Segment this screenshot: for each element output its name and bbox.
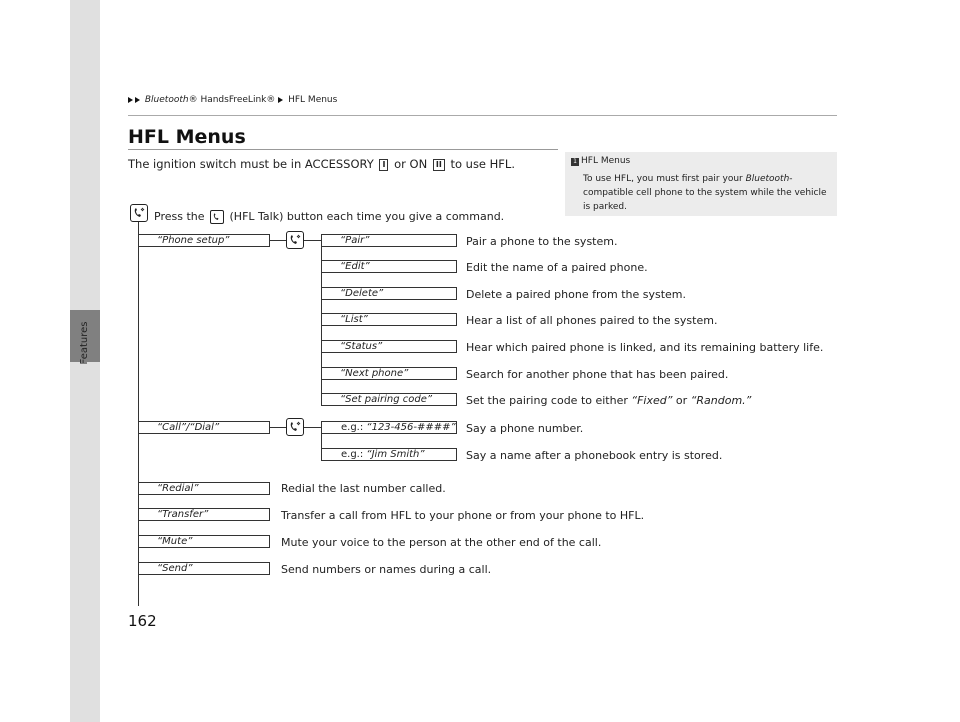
note-tag-icon: 1 (571, 158, 579, 166)
desc-spc-or: or (672, 394, 691, 407)
cmd-call-dial (138, 421, 270, 434)
cmd-status-label: “Status” (340, 341, 383, 352)
page-number: 162 (128, 612, 157, 630)
key-accessory: I (379, 159, 388, 171)
breadcrumb (128, 95, 337, 105)
press-instruction (154, 210, 504, 224)
breadcrumb-part1-suffix: ® HandsFreeLink® (188, 95, 276, 105)
desc-send: Send numbers or names during a call. (281, 563, 492, 576)
page-title: HFL Menus (128, 126, 246, 148)
cmd-pair (321, 234, 457, 247)
intro-after: to use HFL. (450, 157, 515, 171)
cmd-status (321, 340, 457, 353)
cmd-set-pairing-code (321, 393, 457, 406)
cmd-next-phone (321, 367, 457, 380)
cmd-transfer-label: “Transfer” (157, 509, 209, 520)
cmd-mute (138, 535, 270, 548)
note-heading-text: HFL Menus (581, 156, 631, 166)
cmd-next-phone-label: “Next phone” (340, 368, 409, 379)
desc-edit: Edit the name of a paired phone. (466, 261, 648, 274)
desc-eg-number: Say a phone number. (466, 422, 584, 435)
cmd-eg-name-prefix: e.g.: (341, 449, 367, 460)
note-text-after: -compatible cell phone to the system while the vehicle is parked. (583, 174, 827, 212)
cmd-redial-label: “Redial” (157, 483, 199, 494)
cmd-eg-name-label: “Jim Smith” (366, 449, 425, 460)
desc-next-phone: Search for another phone that has been paired. (466, 368, 729, 381)
title-rule (128, 149, 558, 150)
cmd-delete-label: “Delete” (340, 288, 384, 299)
desc-delete: Delete a paired phone from the system. (466, 288, 687, 301)
breadcrumb-arrow-icon (135, 97, 140, 103)
breadcrumb-arrow-icon (278, 97, 283, 103)
cmd-list-label: “List” (340, 314, 368, 325)
hfl-talk-inline-icon (210, 210, 224, 224)
breadcrumb-part2: HFL Menus (288, 95, 338, 105)
desc-spc-before: Set the pairing code to either (466, 394, 632, 407)
breadcrumb-part1: Bluetooth (144, 95, 189, 105)
hfl-talk-icon (130, 204, 148, 222)
cmd-eg-number-label: “123-456-####” (366, 422, 456, 433)
hfl-talk-icon (286, 418, 304, 436)
cmd-mute-label: “Mute” (157, 536, 193, 547)
connector-line (270, 427, 286, 428)
cmd-transfer (138, 508, 270, 521)
cmd-eg-number-prefix: e.g.: (341, 422, 367, 433)
side-tab-label: Features (79, 321, 90, 365)
cmd-edit-label: “Edit” (340, 261, 370, 272)
desc-eg-name: Say a name after a phonebook entry is stored. (466, 449, 723, 462)
cmd-send-label: “Send” (157, 563, 193, 574)
intro-text (128, 157, 515, 171)
key-on: II (433, 159, 445, 171)
cmd-list (321, 313, 457, 326)
connector-line (304, 427, 322, 428)
desc-transfer: Transfer a call from HFL to your phone or from your phone to HFL. (281, 509, 645, 522)
note-heading (571, 156, 630, 166)
desc-set-pairing-code (466, 394, 751, 407)
cmd-phone-setup-label: “Phone setup” (157, 235, 230, 246)
desc-mute: Mute your voice to the person at the other end of the call. (281, 536, 602, 549)
hfl-talk-icon (286, 231, 304, 249)
breadcrumb-arrow-icon (128, 97, 133, 103)
header-rule (128, 115, 837, 116)
desc-list: Hear a list of all phones paired to the system. (466, 314, 718, 327)
desc-status: Hear which paired phone is linked, and its remaining battery life. (466, 341, 824, 354)
intro-before: The ignition switch must be in ACCESSORY (128, 157, 374, 171)
cmd-eg-number (321, 421, 457, 434)
intro-middle: or ON (394, 157, 428, 171)
cmd-call-dial-label: “Call”/“Dial” (157, 422, 220, 433)
cmd-edit (321, 260, 457, 273)
desc-pair: Pair a phone to the system. (466, 235, 618, 248)
cmd-delete (321, 287, 457, 300)
note-text-before: To use HFL, you must first pair your (583, 174, 746, 184)
note-text-italic: Bluetooth (745, 174, 790, 184)
cmd-send (138, 562, 270, 575)
cmd-phone-setup (138, 234, 270, 247)
connector-line (304, 240, 322, 241)
cmd-redial (138, 482, 270, 495)
desc-spc-random: “Random.” (690, 394, 752, 407)
connector-line (270, 240, 286, 241)
desc-redial: Redial the last number called. (281, 482, 446, 495)
cmd-set-pairing-code-label: “Set pairing code” (340, 394, 433, 405)
cmd-pair-label: “Pair” (340, 235, 370, 246)
desc-spc-fixed: “Fixed” (631, 394, 673, 407)
press-before: Press the (154, 210, 205, 223)
note-body (583, 172, 831, 214)
press-after: (HFL Talk) button each time you give a command. (229, 210, 505, 223)
cmd-eg-name (321, 448, 457, 461)
